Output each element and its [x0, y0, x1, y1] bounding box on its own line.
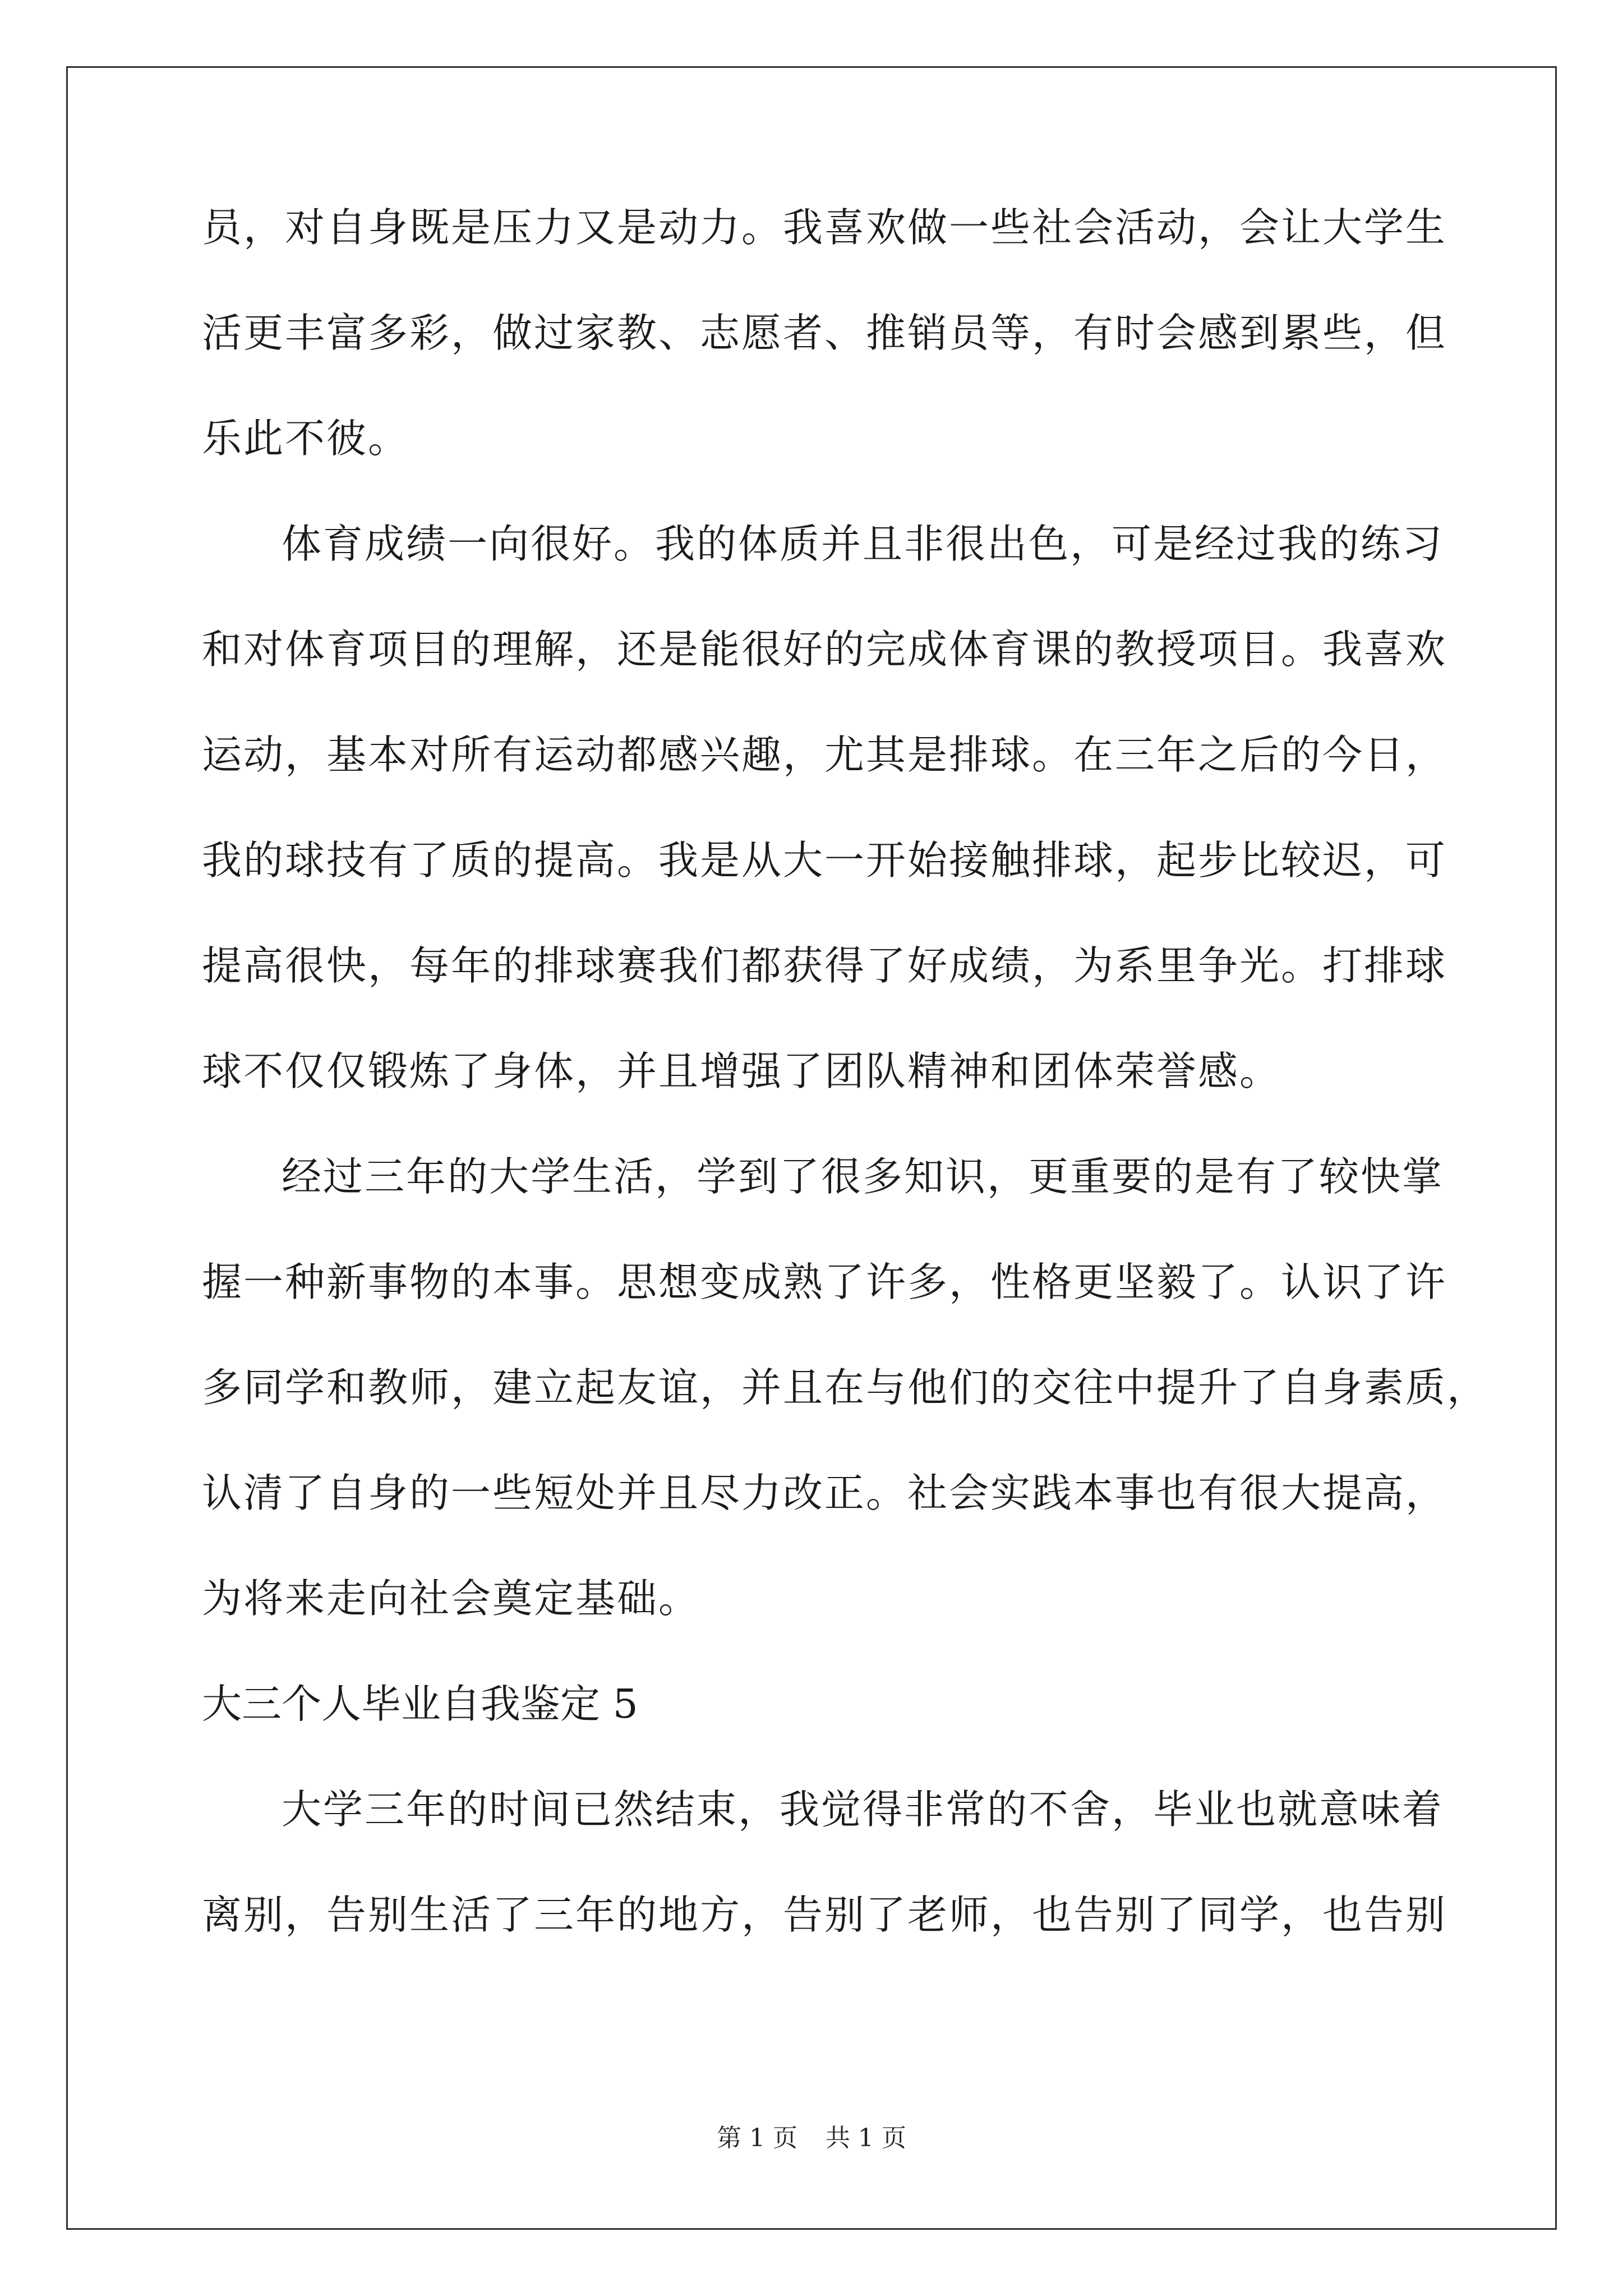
text-line-12: 多同学和教师，建立起友谊，并且在与他们的交往中提升了自身素质， — [202, 1364, 1489, 1411]
text-line-5: 和对体育项目的理解，还是能很好的完成体育课的教授项目。我喜欢 — [202, 626, 1447, 673]
text-line-11: 握一种新事物的本事。思想变成熟了许多，性格更坚毅了。认识了许 — [202, 1259, 1447, 1305]
page-number: 第 1 页 — [717, 2124, 797, 2152]
section-heading: 大三个人毕业自我鉴定 5 — [202, 1681, 638, 1727]
text-line-13: 认清了自身的一些短处并且尽力改正。社会实践本事也有很大提高， — [202, 1470, 1447, 1516]
text-line-2: 活更丰富多彩，做过家教、志愿者、推销员等，有时会感到累些，但 — [202, 310, 1447, 356]
text-line-1: 员，对自身既是压力又是动力。我喜欢做一些社会活动，会让大学生 — [202, 204, 1447, 251]
document-body — [202, 204, 1489, 2000]
text-line-10: 经过三年的大学生活，学到了很多知识，更重要的是有了较快掌 — [282, 1153, 1444, 1200]
text-line-9: 球不仅仅锻炼了身体，并且增强了团队精神和团体荣誉感。 — [202, 1048, 1281, 1094]
text-line-7: 我的球技有了质的提高。我是从大一开始接触排球，起步比较迟，可 — [202, 837, 1447, 884]
text-line-14: 为将来走向社会奠定基础。 — [202, 1575, 700, 1622]
page-total: 共 1 页 — [826, 2124, 906, 2152]
text-line-6: 运动，基本对所有运动都感兴趣，尤其是排球。在三年之后的今日， — [202, 731, 1447, 778]
text-line-8: 提高很快，每年的排球赛我们都获得了好成绩，为系里争光。打排球 — [202, 942, 1447, 989]
page-footer — [0, 2126, 1623, 2151]
text-line-3: 乐此不彼。 — [202, 415, 410, 462]
text-line-17: 离别，告别生活了三年的地方，告别了老师，也告别了同学，也告别 — [202, 1892, 1447, 1938]
text-line-4: 体育成绩一向很好。我的体质并且非很出色，可是经过我的练习 — [282, 521, 1444, 567]
text-line-16: 大学三年的时间已然结束，我觉得非常的不舍，毕业也就意味着 — [282, 1786, 1444, 1833]
